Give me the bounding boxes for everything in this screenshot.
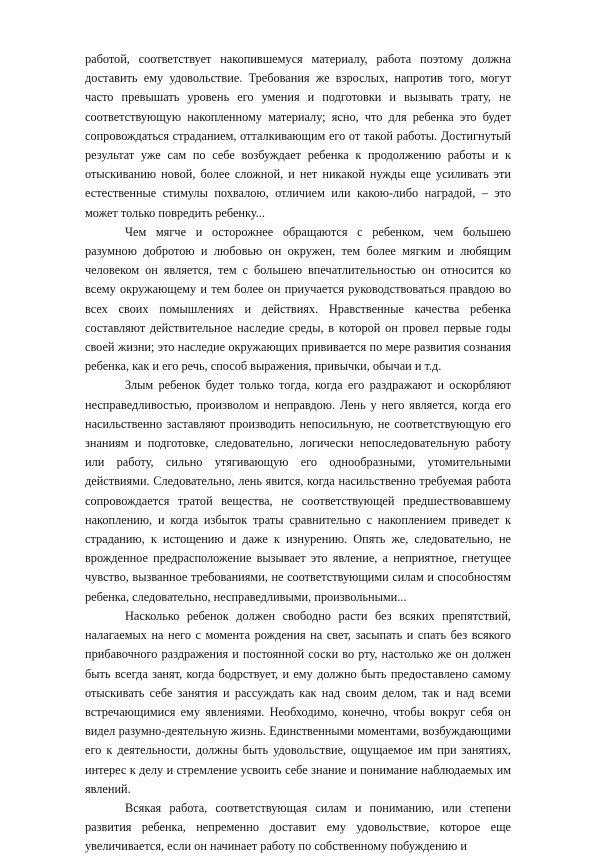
paragraph-3: Злым ребенок будет только тогда, когда его раздражают и оскорбляют несправедливостью, произволом и неправдою. Лень у него является, когда его насильственно заставляют производить непосильную, не соответствующую его знаниям и подготовке, следовательно, логически непоследовательную работу или работу, сильно утягивающую его однообразными, утомительными действиями. Следовательно, лень явится, когда насильственно требуемая работа сопровождается тратой вещества, не соответствующей предшествовавшему накоплению, и когда избыток траты сравнительно с накоплением приведет к страданию, к истощению и даже к изнурению. Опять же, следовательно, не врожденное предрасположение вызывает это явление, а неприятное, гнетущее чувство, вызванное требованиями, не соответствующими силам и способностям ребенка, следовательно, несправедливыми, произвольными... — [85, 378, 511, 604]
paragraph-1: работой, соответствует накопившемуся материалу, работа поэтому должна доставить ему удовольствие. Требования же взрослых, напротив того, могут часто превышать уровень его умения и подготовки и вызывать трату, не соответствующую накопленному материалу; ясно, что для ребенка это будет сопровождаться страданием, отталкивающим его от такой работы. Достигнутый результат уже сам по себе возбуждает ребенка к продолжению работы и к отыскиванию новой, более сложной, и нет никакой нужды еще усиливать эти естественные стимулы похвалою, отличием или какою-либо наградой, – это может только повредить ребенку... — [85, 52, 511, 220]
paragraph-2: Чем мягче и осторожнее обращаются с ребенком, чем большею разумною добротою и любовью он окружен, тем более мягким и любящим человеком он является, тем с большею впечатлительностью он относится ко всему окружающему и тем более он приучается руководствоваться правдою во всех своих помышлениях и действиях. Нравственные качества ребенка составляют действительное наследие среды, в которой он провел первые годы своей жизни; это наследие окружающих прививается по мере развития сознания ребенка, как и его речь, способ выражения, привычки, обычаи и т.д. — [85, 224, 511, 374]
paragraph-5: Всякая работа, соответствующая силам и пониманию, или степени развития ребенка, непременно доставит ему удовольствие, которое еще увеличивается, если он начинает работу по собственному побуждению и — [85, 800, 511, 854]
paragraph-4: Насколько ребенок должен свободно расти без всяких препятствий, налагаемых на него с момента рождения на свет, засыпать и спать без всякого прибавочного раздражения и постоянной соски во рту, настолько же он должен быть всегда занят, когда бодрствует, и ему должно быть предоставлено самому отыскивать себе занятия и рассуждать как над своим делом, так и над всеми встречающимися ему явлениями. Необходимо, конечно, чтобы вокруг себя он видел разумно-деятельную жизнь. Единственными моментами, возбуждающими его к деятельности, должны быть удовольствие, ощущаемое им при занятиях, интерес к делу и стремление усвоить себе знание и понимание наблюдаемых им явлений. — [85, 608, 511, 796]
document-page — [85, 50, 511, 857]
